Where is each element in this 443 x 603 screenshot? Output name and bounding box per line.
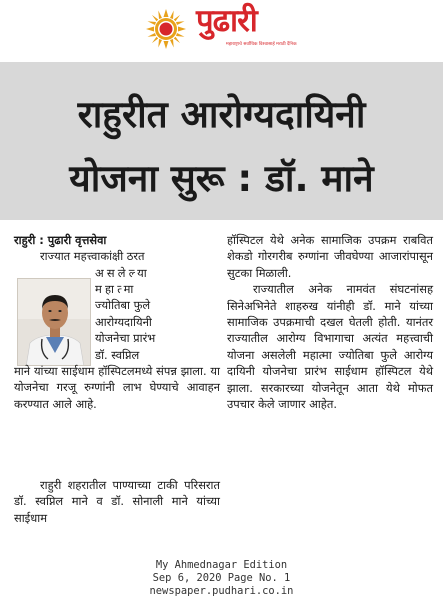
edition-date-page: Sep 6, 2020 Page No. 1 <box>152 572 291 584</box>
article-column-left <box>14 232 220 248</box>
headline-line-1: राहुरीत आरोग्यदायिनी <box>77 93 366 136</box>
article-wrap-line-2: असलेल्या <box>95 266 150 280</box>
edition-site: newspaper.pudhari.co.in <box>149 585 294 597</box>
headline-line-2: योजना सुरू : डॉ. माने <box>69 157 374 200</box>
masthead-tagline: महाराष्ट्राचे सर्वाधिक विश्वासार्ह मराठी दैनिक <box>226 42 297 47</box>
newspaper-logo-text: पुढारी <box>196 3 257 39</box>
edition-name: My Ahmednagar Edition <box>155 559 288 571</box>
masthead <box>0 0 443 62</box>
article-lead-line: राज्यात महत्त्वाकांक्षी ठरत <box>40 249 145 263</box>
doctor-portrait-image <box>18 279 91 366</box>
article-left-paragraph-1: माने यांच्या साईधाम हॉस्पिटलमध्ये संपन्न झाला. या योजनेचा गरजू रुग्णांनी लाभ घेण्याचे आवाहन करण्यात आले आहे. <box>14 364 220 411</box>
article-left-paragraph-2: राहुरी शहरातील पाण्याच्या टाकी परिसरात डॉ. स्वप्निल माने व डॉ. सोनाली माने यांच्या साईधाम <box>14 478 220 525</box>
sun-emblem-icon <box>146 9 186 49</box>
article-wrap-line-7: डॉ. स्वप्निल <box>95 348 140 362</box>
article-wrap-line-3: महात्मा <box>95 282 137 296</box>
article-right-paragraph-2: राज्यातील अनेक नामवंत संघटनांसह सिनेअभिनेते शाहरुख यांनीही डॉ. माने यांच्या सामाजिक उपक्रमाची दखल घेतली होती. यानंतर राज्यातील आरोग्य विभागाचा अत्यंत महत्त्वाची योजना असलेली महात्मा ज्योतिबा फुले आरोग्य दायिनी योजनेचा प्रारंभ साईधाम हॉस्पिटल येथे झाला. सरकारच्या योजनेतून आता येथे मोफत उपचार केले जाणार आहेत. <box>227 282 433 412</box>
article-wrap-line-5: आरोग्यदायिनी <box>95 315 152 329</box>
article-wrap-line-4: ज्योतिबा फुले <box>95 298 151 312</box>
article-dateline: राहुरी : पुढारी वृत्तसेवा <box>14 233 107 247</box>
article-wrap-line-6: योजनेचा प्रारंभ <box>95 331 156 345</box>
article-right-paragraph-1: हॉस्पिटल येथे अनेक सामाजिक उपक्रम राबवित शेकडो गोरगरीब रुग्णांना जीवघेण्या आजारांपासून सुटका मिळाली. <box>227 233 433 280</box>
article-column-right <box>227 232 433 412</box>
doctor-photo <box>17 278 91 366</box>
